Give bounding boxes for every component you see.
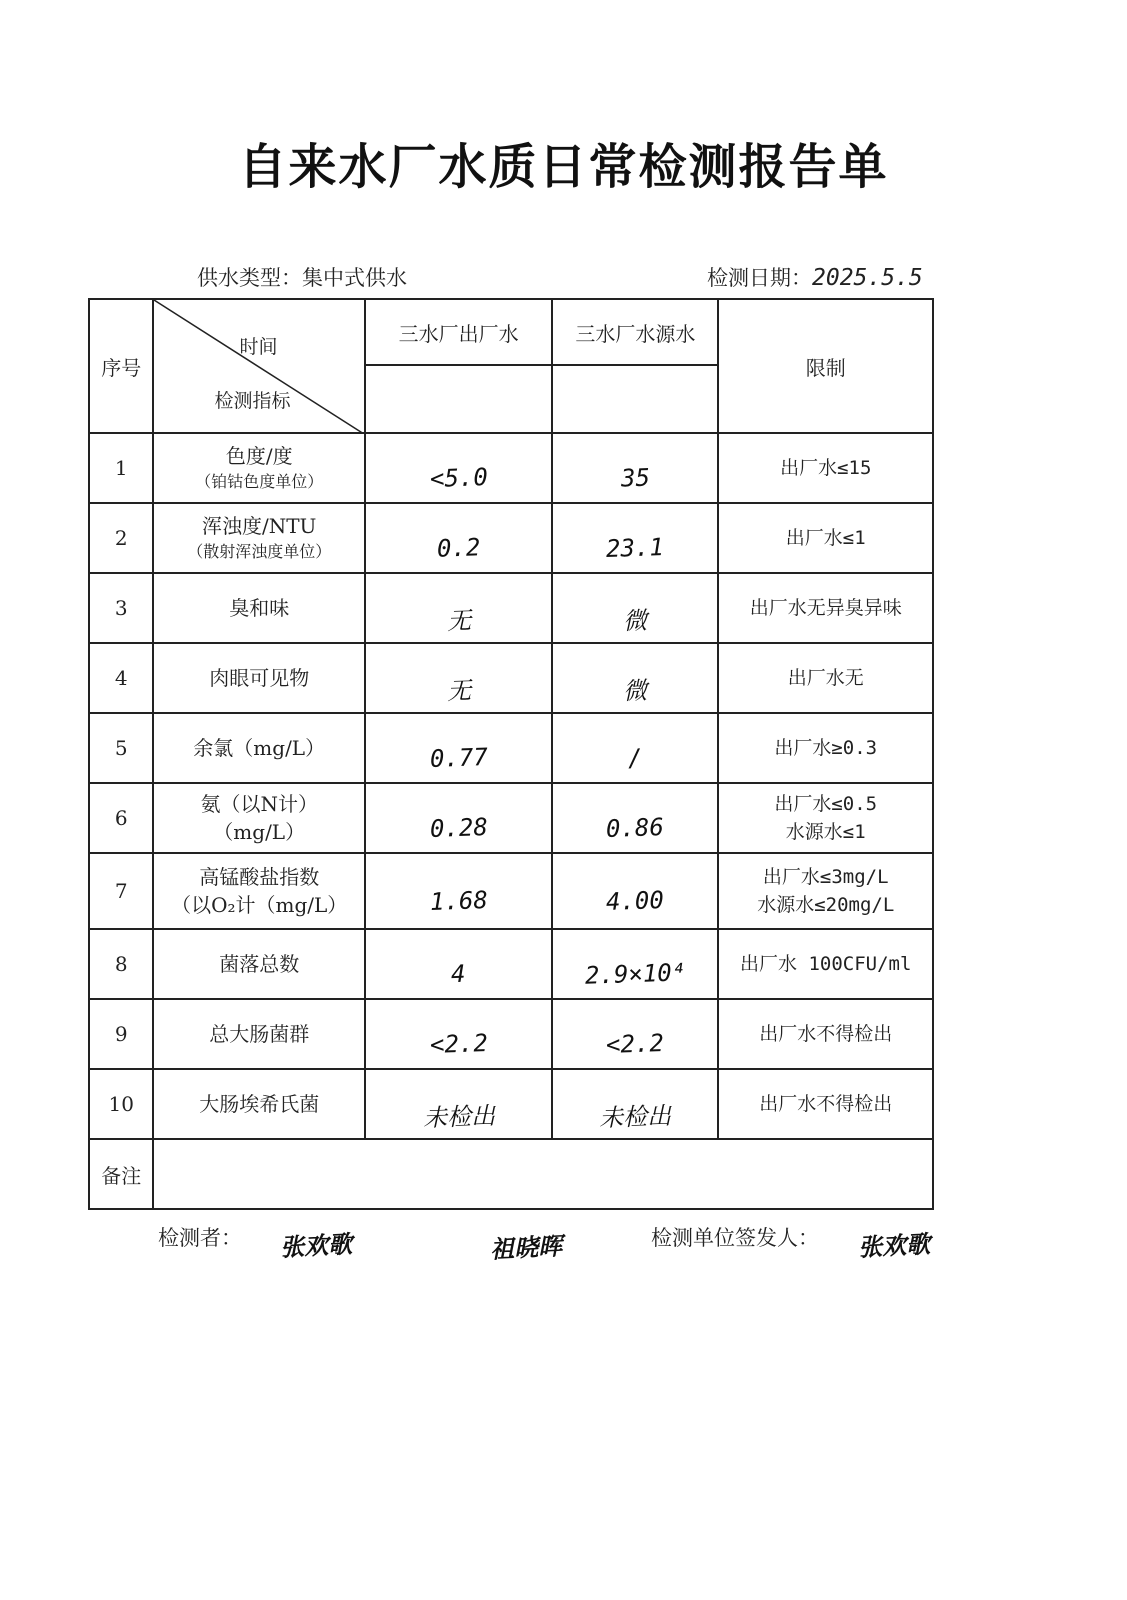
value-a: 无 [446, 606, 472, 635]
limit-text: 出厂水≤3mg/L [762, 866, 889, 888]
indicator-cell [153, 433, 365, 503]
value-b: 0.86 [605, 813, 665, 843]
value-a: 1.68 [429, 886, 488, 916]
indicator-name: 余氯（mg/L） [193, 736, 326, 760]
row-number: 3 [89, 573, 153, 643]
indicator-cell [153, 999, 365, 1069]
value-b: 2.9×10⁴ [584, 958, 687, 990]
seq-header: 序号 [89, 299, 153, 433]
supply-type-value: 集中式供水 [302, 266, 407, 290]
limit-cell [718, 643, 933, 713]
value-cell-b [552, 433, 718, 503]
limit-text: 出厂水不得检出 [759, 1023, 893, 1045]
table-row [89, 783, 933, 853]
col-b-subheader [552, 365, 718, 433]
limit-cell [718, 573, 933, 643]
value-cell-b [552, 999, 718, 1069]
remarks-label: 备注 [89, 1139, 153, 1209]
issuer-block [651, 1222, 819, 1252]
limit-text: 出厂水无 [787, 667, 864, 689]
value-cell-b [552, 503, 718, 573]
value-a: 未检出 [422, 1101, 496, 1132]
value-a: <2.2 [429, 1029, 488, 1059]
value-cell-a [365, 643, 552, 713]
value-b: 微 [622, 676, 648, 705]
limit-text: 出厂水≥0.3 [774, 737, 878, 759]
value-b: / [627, 743, 644, 773]
indicator-name: 菌落总数 [219, 952, 300, 976]
test-date-value: 2025.5.5 [812, 265, 923, 291]
limit-cell [718, 503, 933, 573]
limit-cell [718, 433, 933, 503]
issuer-label: 检测单位签发人： [651, 1226, 819, 1250]
value-b: 微 [622, 606, 648, 635]
indicator-name: 色度/度 [225, 444, 293, 468]
limit-text: 出厂水无异臭异味 [749, 597, 902, 619]
supply-type [197, 262, 407, 292]
indicator-unit: （铂钴色度单位） [195, 472, 324, 491]
indicator-name: 臭和味 [229, 596, 290, 620]
indicator-header: 检测指标 [214, 390, 291, 412]
header-row [89, 299, 933, 365]
indicator-cell [153, 853, 365, 929]
indicator-unit: （以O₂计（mg/L） [171, 893, 348, 917]
limit-text: 出厂水≤0.5 [774, 793, 878, 815]
tester-signature-2 [490, 1228, 562, 1263]
col-b-header: 三水厂水源水 [552, 299, 718, 365]
table-row [89, 433, 933, 503]
table-row [89, 573, 933, 643]
limit-text: 出厂水≤1 [785, 527, 866, 549]
indicator-name: 高锰酸盐指数 [199, 865, 320, 889]
diagonal-header [153, 299, 365, 433]
value-cell-a [365, 573, 552, 643]
value-a: 4 [450, 959, 467, 989]
col-a-header: 三水厂出厂水 [365, 299, 552, 365]
value-cell-b [552, 643, 718, 713]
results-table [88, 298, 934, 1210]
col-a-subheader [365, 365, 552, 433]
value-cell-a [365, 1069, 552, 1139]
remarks-row [89, 1139, 933, 1209]
tester-label: 检测者： [158, 1226, 242, 1250]
indicator-cell [153, 1069, 365, 1139]
indicator-cell [153, 929, 365, 999]
value-cell-a [365, 503, 552, 573]
indicator-cell [153, 573, 365, 643]
signature: 张欢歌 [279, 1229, 353, 1262]
table-row [89, 643, 933, 713]
value-cell-b [552, 929, 718, 999]
value-b: 4.00 [605, 886, 665, 916]
row-number: 9 [89, 999, 153, 1069]
tester-signature-1 [280, 1226, 352, 1261]
row-number: 8 [89, 929, 153, 999]
value-a: <5.0 [429, 463, 488, 493]
limit-text: 出厂水≤15 [780, 457, 872, 479]
limit-text-2: 水源水≤20mg/L [757, 894, 895, 916]
table-row [89, 853, 933, 929]
row-number: 6 [89, 783, 153, 853]
indicator-cell [153, 713, 365, 783]
indicator-name: 氨（以N计） [200, 792, 318, 816]
indicator-name: 肉眼可见物 [209, 666, 310, 690]
row-number: 7 [89, 853, 153, 929]
value-b: 35 [620, 463, 651, 493]
time-header: 时间 [239, 336, 278, 358]
indicator-unit: （mg/L） [213, 820, 306, 844]
value-cell-b [552, 573, 718, 643]
indicator-cell [153, 643, 365, 713]
limit-cell [718, 783, 933, 853]
limit-cell [718, 999, 933, 1069]
issuer-signature [858, 1226, 930, 1261]
limit-text: 出厂水不得检出 [759, 1093, 893, 1115]
value-a: 无 [446, 676, 472, 705]
row-number: 1 [89, 433, 153, 503]
indicator-unit: （散射浑浊度单位） [187, 542, 332, 561]
value-b: 未检出 [598, 1101, 672, 1132]
table-row [89, 503, 933, 573]
table-row [89, 999, 933, 1069]
indicator-name: 总大肠菌群 [209, 1022, 310, 1046]
limit-header: 限制 [718, 299, 933, 433]
value-cell-b [552, 713, 718, 783]
diagonal-line [154, 300, 364, 434]
value-b: <2.2 [605, 1029, 665, 1059]
value-cell-b [552, 1069, 718, 1139]
tester-block [158, 1222, 242, 1252]
report-title: 自来水厂水质日常检测报告单 [238, 139, 889, 195]
limit-text-2: 水源水≤1 [785, 821, 866, 843]
test-date [707, 262, 923, 292]
indicator-cell [153, 783, 365, 853]
value-cell-b [552, 783, 718, 853]
limit-cell [718, 929, 933, 999]
value-cell-a [365, 999, 552, 1069]
table-row [89, 929, 933, 999]
remarks-cell [153, 1139, 933, 1209]
row-number: 5 [89, 713, 153, 783]
supply-type-label: 供水类型： [197, 266, 302, 290]
row-number: 2 [89, 503, 153, 573]
signature: 祖晓晖 [489, 1231, 563, 1264]
value-cell-a [365, 433, 552, 503]
value-cell-a [365, 783, 552, 853]
indicator-name: 大肠埃希氏菌 [199, 1092, 320, 1116]
limit-cell [718, 853, 933, 929]
value-cell-a [365, 853, 552, 929]
row-number: 4 [89, 643, 153, 713]
limit-text: 出厂水 100CFU/ml [740, 953, 912, 975]
limit-cell [718, 713, 933, 783]
value-a: 0.2 [436, 533, 481, 563]
value-cell-a [365, 713, 552, 783]
value-cell-b [552, 853, 718, 929]
table-row [89, 713, 933, 783]
value-cell-a [365, 929, 552, 999]
value-a: 0.77 [429, 743, 488, 773]
value-a: 0.28 [429, 813, 488, 843]
signature: 张欢歌 [857, 1229, 931, 1262]
limit-cell [718, 1069, 933, 1139]
indicator-name: 浑浊度/NTU [201, 514, 317, 538]
row-number: 10 [89, 1069, 153, 1139]
test-date-label: 检测日期： [707, 266, 812, 290]
indicator-cell [153, 503, 365, 573]
value-b: 23.1 [605, 533, 665, 563]
table-row [89, 1069, 933, 1139]
